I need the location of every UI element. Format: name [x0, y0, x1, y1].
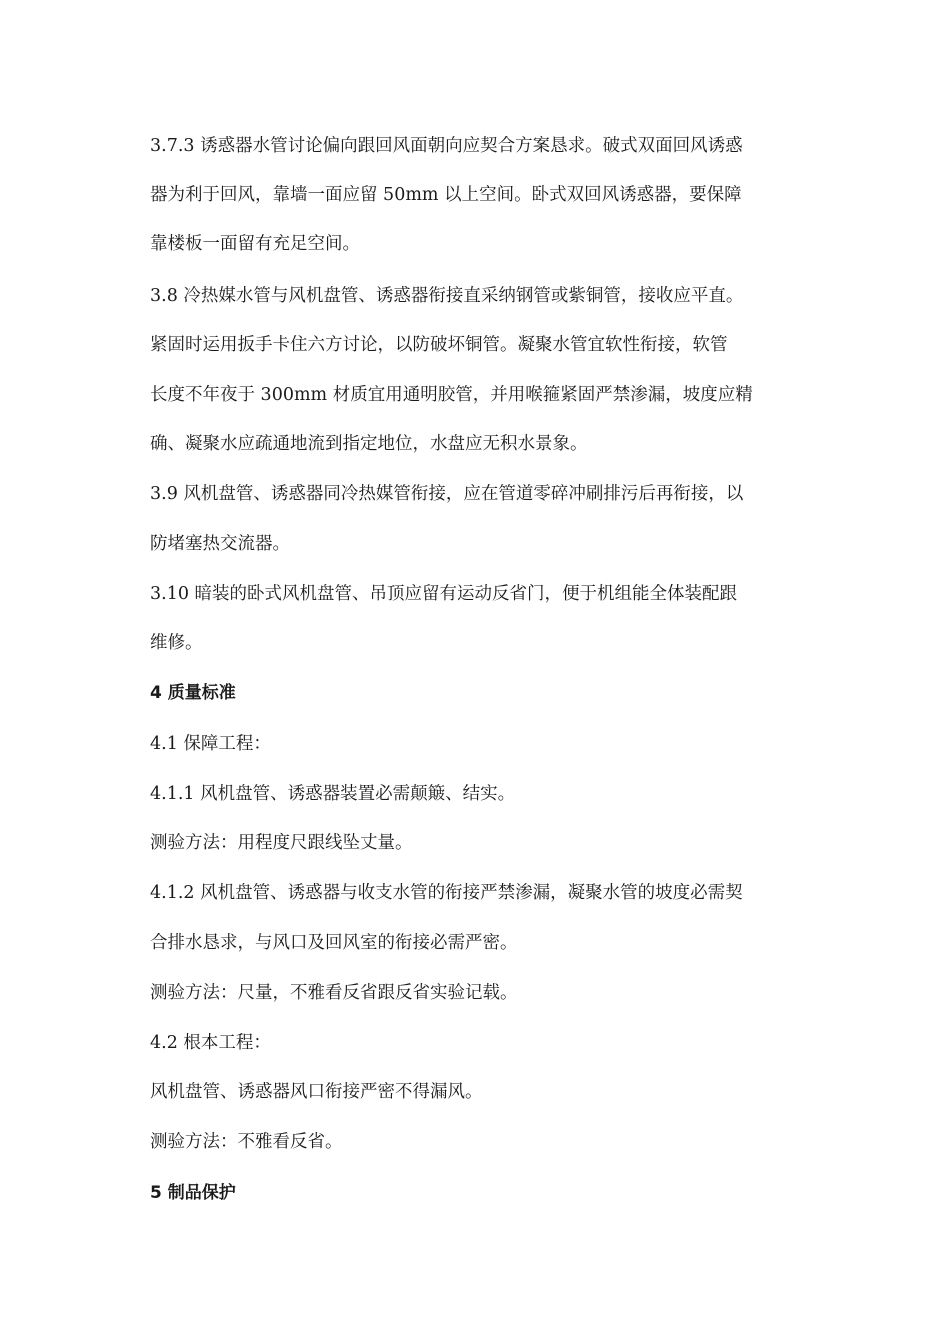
para-3-8-line-2: 紧固时运用扳手卡住六方讨论，以防破坏铜管。凝聚水管宜软性衔接，软管	[150, 335, 728, 355]
section-heading-quality-standards: 4 质量标准	[150, 683, 236, 703]
subheading-4-2: 4.2 根本工程：	[150, 1033, 271, 1053]
item-4-1-2-line-2: 合排水恳求，与风口及回风室的衔接必需严密。	[150, 933, 518, 953]
para-3-8-line-1: 3.8 冷热媒水管与风机盘管、诱惑器衔接直采纳钢管或紫铜管，接收应平直。	[150, 286, 744, 306]
para-3-10-line-2: 维修。	[150, 633, 203, 653]
para-3-8-line-4: 确、凝聚水应疏通地流到指定地位，水盘应无积水景象。	[150, 434, 588, 454]
para-3-8-line-3: 长度不年夜于 300mm 材质宜用通明胶管，并用喉箍紧固严禁渗漏，坡度应精	[150, 385, 753, 405]
section-heading-product-protection: 5 制品保护	[150, 1183, 236, 1203]
para-3-7-3-line-1: 3.7.3 诱惑器水管讨论偏向跟回风面朝向应契合方案恳求。破式双面回风诱惑	[150, 136, 743, 156]
subheading-4-1: 4.1 保障工程：	[150, 734, 271, 754]
para-3-9-line-2: 防堵塞热交流器。	[150, 534, 290, 554]
item-4-2: 风机盘管、诱惑器风口衔接严密不得漏风。	[150, 1082, 483, 1102]
para-3-7-3-line-3: 靠楼板一面留有充足空间。	[150, 234, 360, 254]
para-3-9-line-1: 3.9 风机盘管、诱惑器同冷热媒管衔接，应在管道零碎冲刷排污后再衔接，以	[150, 484, 744, 504]
test-method-4-1-1: 测验方法：用程度尺跟线坠丈量。	[150, 833, 413, 853]
para-3-10-line-1: 3.10 暗装的卧式风机盘管、吊顶应留有运动反省门，便于机组能全体装配跟	[150, 584, 738, 604]
test-method-4-2: 测验方法：不雅看反省。	[150, 1132, 343, 1152]
item-4-1-2-line-1: 4.1.2 风机盘管、诱惑器与收支水管的衔接严禁渗漏，凝聚水管的坡度必需契	[150, 883, 743, 903]
item-4-1-1: 4.1.1 风机盘管、诱惑器装置必需颠簸、结实。	[150, 784, 516, 804]
para-3-7-3-line-2: 器为利于回风，靠墙一面应留 50mm 以上空间。卧式双回风诱惑器，要保障	[150, 185, 742, 205]
test-method-4-1-2: 测验方法：尺量，不雅看反省跟反省实验记载。	[150, 983, 518, 1003]
